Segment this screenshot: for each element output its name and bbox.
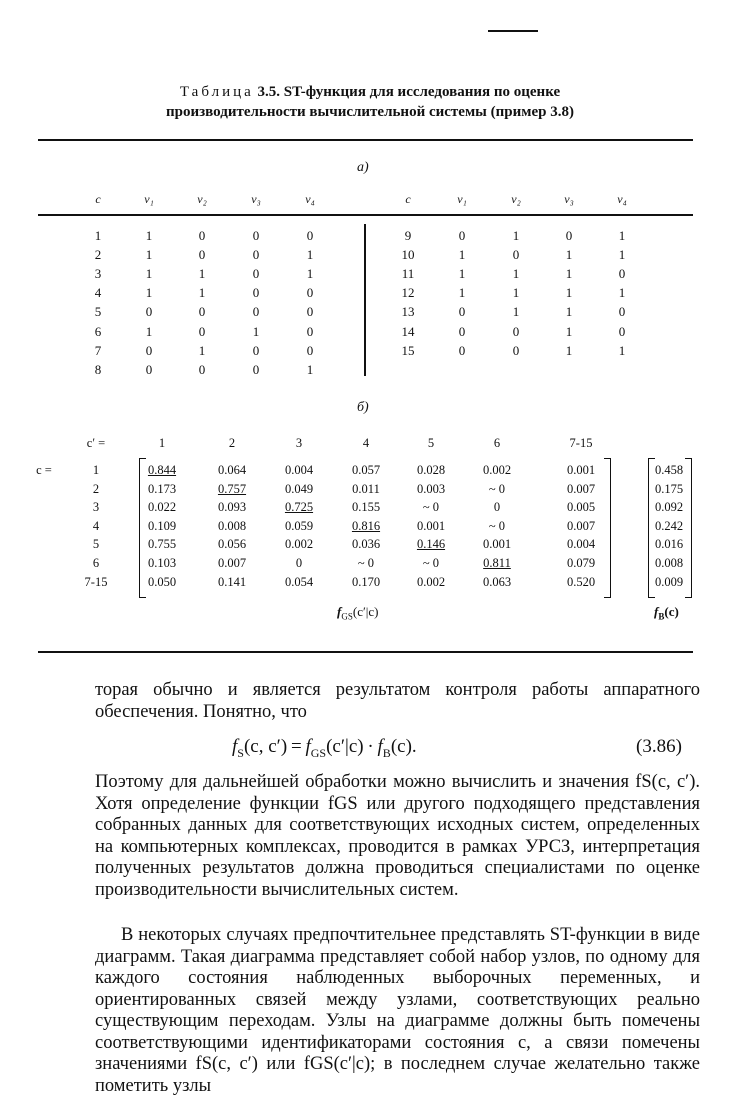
table-a-cell: 1: [145, 285, 153, 301]
table-b-cell: 0.146: [416, 537, 446, 552]
table-b-cell: 0.063: [482, 574, 512, 589]
table-b-fb-cell: 0.092: [654, 500, 684, 515]
table-a-cell: 0: [618, 304, 626, 320]
table-b-fb-cell: 0.016: [654, 537, 684, 552]
table-a-cell: 0: [198, 361, 206, 377]
table-a-cell: 0: [306, 285, 314, 301]
table-b-cell: 0.725: [284, 500, 314, 515]
table-a-cell: 0: [618, 266, 626, 282]
table-a-cell: 1: [145, 247, 153, 263]
table-b-cell: 0.520: [566, 574, 596, 589]
paragraph-3-text: В некоторых случаях предпочтительнее представлять ST-функции в виде диаграмм. Такая диаграмма представляет собой набор узлов, по одному для каждого состояния наблюденных выборочных переменных, и ориентированных связей между узлами, соответствующих реально существующим переходам. Узлы на диаграмме должны быть помечены соответствующими идентификаторами состояния c, а связи помечены значениями fS(c, c′) или fGS(c′|c); в последнем случае желательно также пометить узлы: [95, 925, 700, 1096]
table-a-header-rule: [38, 214, 693, 216]
table-b-cell: 0.002: [482, 463, 512, 477]
table-a-header-left: v₁: [144, 192, 154, 206]
paragraph-3: [95, 925, 700, 1097]
table-a-divider: [364, 224, 366, 376]
table-a-cell: 1: [618, 247, 626, 263]
table-b-col-header: 3: [295, 436, 303, 450]
table-b-cell: 0.059: [284, 518, 314, 533]
table-b-cell: 0.093: [217, 500, 247, 515]
table-b-row-header: 2: [92, 481, 100, 496]
table-b-col-header: 4: [362, 436, 370, 450]
table-b-cell: 0.049: [284, 481, 314, 496]
table-b-cell: 0: [295, 556, 303, 570]
table-a-cell: 1: [565, 247, 573, 263]
table-b-cell: 0.001: [482, 537, 512, 552]
table-a-cell: 11: [401, 266, 415, 282]
formula-3-86: $f_S(c$, $c') = f_{GS}(c'|c) \cdot f_B(c)$.: [232, 736, 417, 760]
table-b-cell: 0.173: [147, 481, 177, 496]
table-b-cell: 0.001: [416, 518, 446, 533]
table-b-fb-cell: 0.008: [654, 556, 684, 570]
table-a-cell: 1: [198, 285, 206, 301]
table-a-cell: 1: [618, 342, 626, 358]
table-a-cell: 1: [618, 285, 626, 301]
table-b-col-header: 2: [228, 436, 236, 450]
table-a-cell: 7: [94, 342, 102, 358]
paragraph-2-text: Поэтому для дальнейшей обработки можно вычислить и значения fS(c, c′). Хотя определение функции fGS или другого подходящего представления собранных данных для соответствующих исходных систем, определенных на компьютерных комплексах, проводится в рамках УРСЗ, интерпретация полученных результатов должна проводиться специалистами по оценке производительности вычислительных систем.: [95, 772, 700, 900]
table-a-cell: 1: [198, 266, 206, 282]
table-b-cell: 0.155: [351, 500, 381, 515]
table-b-cell: 0.109: [147, 518, 177, 533]
table-a-cell: 13: [401, 304, 415, 320]
table-a-cell: 1: [198, 342, 206, 358]
table-b-cell: 0.002: [416, 574, 446, 589]
table-a-header-left: v₂: [197, 192, 207, 206]
table-b-cell: ~ 0: [488, 518, 506, 533]
paragraph-1-text: торая обычно и является результатом контроля работы аппаратного обеспечения. Понятно, что: [95, 680, 700, 722]
table-a-cell: 1: [145, 266, 153, 282]
table-b-cell: 0.054: [284, 574, 314, 589]
table-a-header-right: v₃: [564, 192, 574, 206]
table-b-cell: 0.079: [566, 556, 596, 570]
table-a-header-right: v₂: [511, 192, 521, 206]
table-a-header-left: v₃: [251, 192, 261, 206]
table-a-cell: 0: [145, 342, 153, 358]
table-a-cell: 1: [145, 323, 153, 339]
table-a-cell: 0: [252, 304, 260, 320]
table-b-row-header: 4: [92, 518, 100, 533]
caption-prefix: Таблица: [179, 84, 254, 100]
caption-line2: производительности вычислительной системы (пример 3.8): [166, 104, 574, 120]
caption-title: 3.5. ST-функция для исследования по оценке: [253, 84, 561, 100]
table-b-cell: 0.008: [217, 518, 247, 533]
table-b-cell: ~ 0: [422, 500, 440, 515]
table-a-cell: 1: [306, 361, 314, 377]
table-b-cell: 0.011: [352, 481, 380, 496]
table-a-cell: 8: [94, 361, 102, 377]
table-a-cell: 0: [252, 342, 260, 358]
table-b-col-label: c′ =: [86, 436, 106, 450]
table-b-cell: 0.816: [351, 518, 381, 533]
table-a-cell: 14: [401, 323, 415, 339]
table-a-cell: 0: [145, 304, 153, 320]
table-a-cell: 0: [565, 228, 573, 243]
matrix-right-bracket: [604, 458, 611, 598]
table-b-cell: 0.003: [416, 481, 446, 496]
table-a-cell: 1: [565, 323, 573, 339]
table-b-cell: 0.755: [147, 537, 177, 552]
table-a-cell: 3: [94, 266, 102, 282]
table-a-cell: 0: [306, 228, 314, 243]
table-a-cell: 2: [94, 247, 102, 263]
table-a-header-left: v₄: [305, 192, 315, 206]
table-b-col-header: 5: [427, 436, 435, 450]
table-b-cell: 0.002: [284, 537, 314, 552]
fb-left-bracket: [648, 458, 655, 598]
table-a-header-right: c: [405, 192, 411, 206]
table-b-cell: 0.141: [217, 574, 247, 589]
table-b-cell: 0.022: [147, 500, 177, 515]
table-a-cell: 1: [458, 266, 466, 282]
table-b-row-header: 1: [92, 463, 100, 477]
table-b-cell: 0.844: [147, 463, 177, 477]
table-a-cell: 0: [458, 342, 466, 358]
fb-label: $f_B(c)$: [654, 604, 679, 622]
top-short-rule: [488, 30, 538, 32]
table-b-row-label: c =: [36, 463, 52, 477]
table-a-cell: 0: [306, 323, 314, 339]
table-b-cell: 0.007: [566, 518, 596, 533]
table-a-cell: 1: [565, 266, 573, 282]
table-b-cell: 0.005: [566, 500, 596, 515]
table-b-col-header: 6: [493, 436, 501, 450]
table-a-cell: 1: [458, 285, 466, 301]
table-a-cell: 1: [145, 228, 153, 243]
table-a-cell: 0: [306, 342, 314, 358]
table-b-cell: 0.007: [566, 481, 596, 496]
table-a-cell: 1: [512, 304, 520, 320]
table-b-fb-cell: 0.175: [654, 481, 684, 496]
table-a-cell: 1: [565, 342, 573, 358]
table-a-cell: 0: [198, 304, 206, 320]
table-a-cell: 0: [198, 323, 206, 339]
table-b-cell: 0.004: [566, 537, 596, 552]
table-a-cell: 1: [618, 228, 626, 243]
table-a-cell: 0: [458, 228, 466, 243]
table-a-cell: 0: [252, 285, 260, 301]
table-a-header-left: c: [95, 192, 101, 206]
table-b-cell: 0.036: [351, 537, 381, 552]
table-b-cell: 0.028: [416, 463, 446, 477]
paragraph-1: [95, 680, 700, 723]
table-b-cell: 0.007: [217, 556, 247, 570]
table-top-rule: [38, 139, 693, 141]
fb-right-bracket: [685, 458, 692, 598]
table-a-cell: 0: [252, 228, 260, 243]
table-b-row-header: 7-15: [84, 574, 108, 589]
table-b-fb-cell: 0.009: [654, 574, 684, 589]
paragraph-2: [95, 772, 700, 901]
table-b-fb-cell: 0.458: [654, 463, 684, 477]
matrix-left-bracket: [139, 458, 146, 598]
table-a-cell: 0: [252, 247, 260, 263]
table-a-cell: 1: [512, 228, 520, 243]
table-a-cell: 4: [94, 285, 102, 301]
table-b-cell: 0.103: [147, 556, 177, 570]
equation-number: (3.86): [636, 736, 682, 757]
table-a-cell: 9: [404, 228, 412, 243]
table-b-col-header: 1: [158, 436, 166, 450]
part-a-label: а): [357, 160, 369, 175]
table-a-cell: 0: [252, 266, 260, 282]
table-a-header-right: v₁: [457, 192, 467, 206]
table-b-cell: 0.757: [217, 481, 247, 496]
table-a-cell: 0: [458, 304, 466, 320]
part-b-label: б): [357, 400, 369, 415]
table-a-cell: 1: [306, 266, 314, 282]
table-a-cell: 15: [401, 342, 415, 358]
table-b-row-header: 3: [92, 500, 100, 515]
table-b-cell: 0.001: [566, 463, 596, 477]
table-caption: [60, 82, 680, 122]
table-a-cell: 0: [252, 361, 260, 377]
table-b-cell: 0.811: [483, 556, 511, 570]
table-a-cell: 6: [94, 323, 102, 339]
table-a-cell: 1: [512, 266, 520, 282]
table-a-cell: 0: [198, 228, 206, 243]
table-a-cell: 1: [565, 304, 573, 320]
table-a-cell: 1: [458, 247, 466, 263]
table-a-cell: 1: [252, 323, 260, 339]
table-b-cell: 0.057: [351, 463, 381, 477]
table-b-fb-cell: 0.242: [654, 518, 684, 533]
table-b-cell: 0.050: [147, 574, 177, 589]
table-b-cell: ~ 0: [357, 556, 375, 570]
table-b-cell: 0.064: [217, 463, 247, 477]
table-a-cell: 12: [401, 285, 415, 301]
table-a-cell: 0: [306, 304, 314, 320]
table-a-cell: 0: [145, 361, 153, 377]
table-a-cell: 0: [198, 247, 206, 263]
table-a-cell: 1: [565, 285, 573, 301]
table-b-cell: ~ 0: [422, 556, 440, 570]
table-a-cell: 0: [512, 323, 520, 339]
table-a-cell: 0: [458, 323, 466, 339]
table-b-row-header: 5: [92, 537, 100, 552]
table-b-col-header: 7-15: [569, 436, 593, 450]
table-b-cell: ~ 0: [488, 481, 506, 496]
table-a-header-right: v₄: [617, 192, 627, 206]
table-a-cell: 1: [94, 228, 102, 243]
matrix-label: $f_{GS}(c'|c)$: [337, 604, 379, 622]
table-b-cell: 0.056: [217, 537, 247, 552]
table-bottom-rule: [38, 651, 693, 653]
table-a-cell: 0: [512, 247, 520, 263]
table-b-cell: 0.004: [284, 463, 314, 477]
table-a-cell: 10: [401, 247, 415, 263]
table-a-cell: 5: [94, 304, 102, 320]
table-b-row-header: 6: [92, 556, 100, 570]
table-a-cell: 1: [306, 247, 314, 263]
table-b-cell: 0: [493, 500, 501, 515]
table-a-cell: 0: [618, 323, 626, 339]
table-a-cell: 1: [512, 285, 520, 301]
table-a-cell: 0: [512, 342, 520, 358]
table-b-cell: 0.170: [351, 574, 381, 589]
